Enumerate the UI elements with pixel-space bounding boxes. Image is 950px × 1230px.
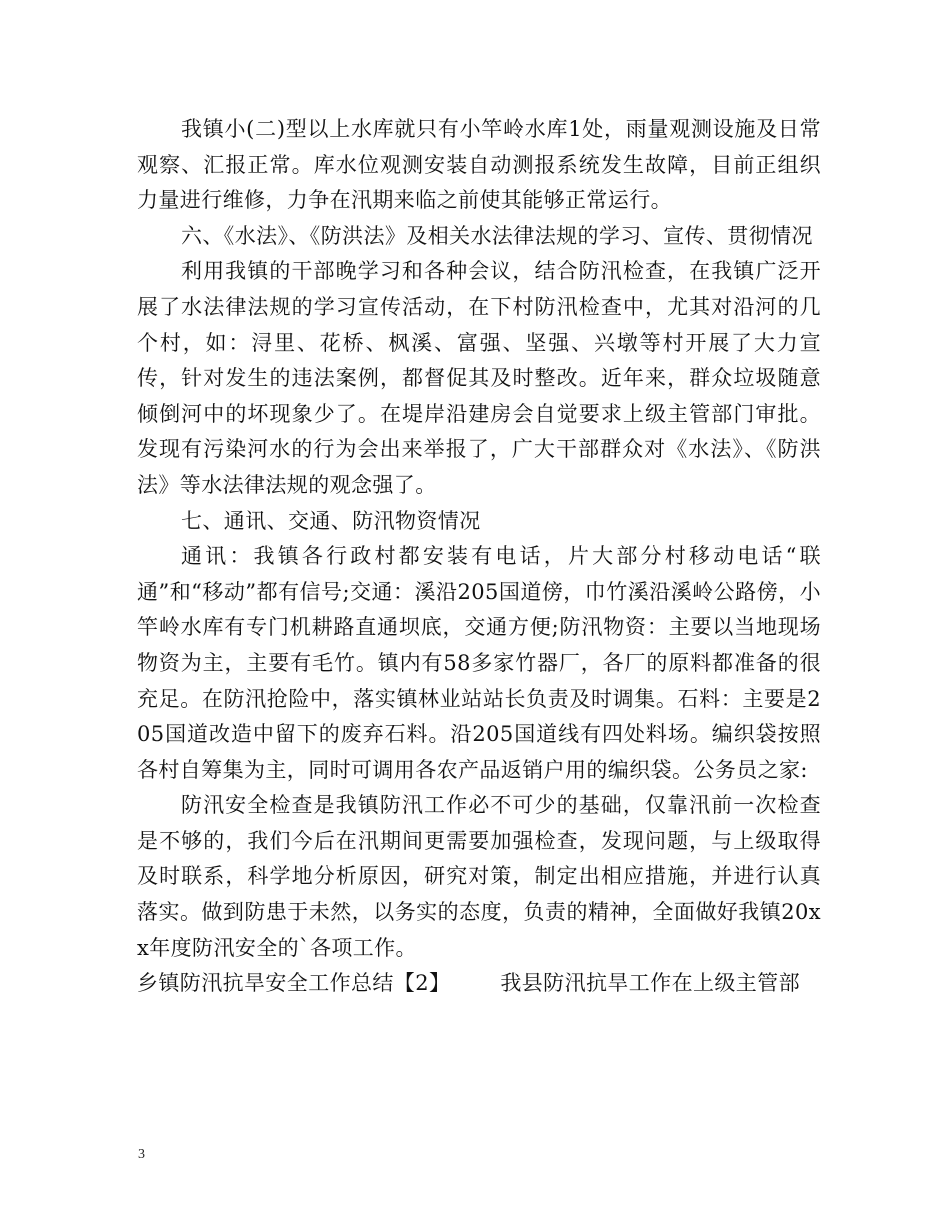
- paragraph-communications-materials: 通讯：我镇各行政村都安装有电话，片大部分村移动电话“联通”和“移动”都有信号;交通：溪沿205国道傍，巾竹溪沿溪岭公路傍，小竿岭水库有专门机耕路直通坝底，交通方便;防汛物资：主要以当地现场物资为主，主要有毛竹。镇内有58多家竹器厂，各厂的原料都准备的很充足。在防汛抢险中，落实镇林业站站长负责及时调集。石料：主要是205国道改造中留下的废弃石料。沿205国道线有四处料场。编织袋按照各村自筹集为主，同时可调用各农产品返销户用的编织袋。公务员之家:: [137, 544, 821, 782]
- page-number: 3: [138, 1147, 145, 1162]
- section-heading-communications: 七、通讯、交通、防汛物资情况: [181, 508, 481, 533]
- paragraph-reservoir-status: 我镇小(二)型以上水库就只有小竿岭水库1处，雨量观测设施及日常观察、汇报正常。库水位观测安装自动测报系统发生故障，目前正组织力量进行维修，力争在汛期来临之前使其能够正常运行。: [137, 117, 821, 213]
- paragraph-safety-inspection: 防汛安全检查是我镇防汛工作必不可少的基础，仅靠汛前一次检查是不够的，我们今后在汛期间更需要加强检查，发现问题，与上级取得及时联系，科学地分析原因，研究对策，制定出相应措施，并进行认真落实。做到防患于未然，以务实的态度，负责的精神，全面做好我镇20xx年度防汛安全的`各项工作。: [137, 793, 821, 960]
- document-body: [137, 112, 821, 1002]
- section-heading-water-law: 六、《水法》、《防洪法》及相关水法律法规的学习、宣传、贯彻情况: [181, 223, 813, 248]
- paragraph-law-publicity: 利用我镇的干部晚学习和各种会议，结合防汛检查，在我镇广泛开展了水法律法规的学习宣传活动，在下村防汛检查中，尤其对沿河的几个村，如：浔里、花桥、枫溪、富强、坚强、兴墩等村开展了大力宣传，针对发生的违法案例，都督促其及时整改。近年来，群众垃圾随意倾倒河中的坏现象少了。在堤岸沿建房会自觉要求上级主管部门审批。发现有污染河水的行为会出来举报了，广大干部群众对《水法》、《防洪法》等水法律法规的观念强了。: [137, 259, 821, 497]
- closing-line: [137, 966, 821, 1002]
- next-article-title: 乡镇防汛抗旱安全工作总结【2】: [137, 971, 451, 996]
- next-article-continuation: 我县防汛抗旱工作在上级主管部: [500, 971, 800, 996]
